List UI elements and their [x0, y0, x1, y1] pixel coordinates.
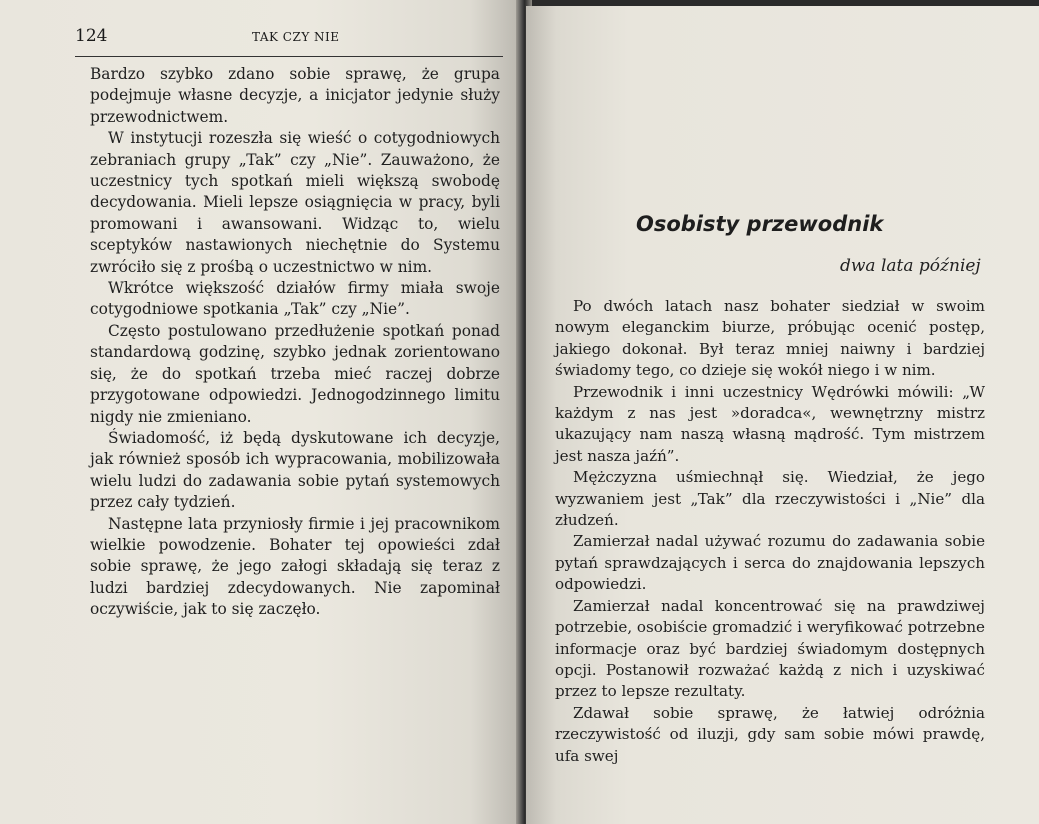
- chapter-subtitle: dwa lata później: [840, 256, 981, 276]
- paragraph: Wkrótce większość działów firmy miała swoje cotygodniowe spotkania „Tak” czy „Nie”.: [90, 279, 500, 319]
- chapter-title: Osobisty przewodnik: [636, 212, 884, 236]
- paragraph: Zdawał sobie sprawę, że łatwiej odróżnia rzeczywistość od iluzji, gdy sam sobie mówi prawdę, ufa swej: [555, 703, 985, 765]
- left-body-text: [90, 64, 500, 621]
- paragraph: Następne lata przyniosły firmie i jej pracownikom wielkie powodzenie. Bohater tej opowieści zdał sobie sprawę, że jego załogi składają się teraz z ludzi bardziej zdecydowanych. Nie zapominał oczywiście, jak to się zaczęło.: [90, 514, 500, 619]
- right-body-text: [555, 296, 985, 767]
- header-rule: [75, 56, 503, 57]
- paragraph: Świadomość, iż będą dyskutowane ich decyzje, jak również sposób ich wypracowania, mobilizowała wielu ludzi do zadawania sobie pytań systemowych przez cały tydzień.: [90, 428, 500, 512]
- page-number: 124: [75, 26, 108, 46]
- paragraph: Mężczyzna uśmiechnął się. Wiedział, że jego wyzwaniem jest „Tak” dla rzeczywistości i „Nie” dla złudzeń.: [555, 468, 985, 530]
- paragraph: Przewodnik i inni uczestnicy Wędrówki mówili: „W każdym z nas jest »doradca«, wewnętrzny mistrz ukazujący nam naszą własną mądrość. Tym mistrzem jest nasza jaźń”.: [555, 382, 985, 465]
- paragraph: Bardzo szybko zdano sobie sprawę, że grupa podejmuje własne decyzje, a inicjator jedynie służy przewodnictwem.: [90, 65, 500, 126]
- paragraph: W instytucji rozeszła się wieść o cotygodniowych zebraniach grupy „Tak” czy „Nie”. Zauważono, że uczestnicy tych spotkań mieli większą swobodę decydowania. Mieli lepsze osiągnięcia w pracy, byli promowani i awansowani. Widząc to, wielu sceptyków nastawionych niechętnie do Systemu zwróciło się z prośbą o uczestnictwo w nim.: [90, 129, 500, 276]
- paragraph: Często postulowano przedłużenie spotkań ponad standardową godzinę, szybko jednak zorientowano się, że do spotkań trzeba mieć raczej dobrze przygotowane odpowiedzi. Jednogodzinnego limitu nigdy nie zmieniano.: [90, 321, 500, 426]
- running-head: TAK CZY NIE: [252, 30, 340, 44]
- paragraph: Zamierzał nadal koncentrować się na prawdziwej potrzebie, osobiście gromadzić i weryfikować potrzebne informacje oraz być bardziej świadomym dostępnych opcji. Postanowił rozważać każdą z nich i uzyskiwać przez to lepsze rezultaty.: [555, 596, 985, 701]
- paragraph: Zamierzał nadal używać rozumu do zadawania sobie pytań sprawdzających i serca do znajdowania lepszych odpowiedzi.: [555, 532, 985, 594]
- paragraph: Po dwóch latach nasz bohater siedział w swoim nowym eleganckim biurze, próbując ocenić postęp, jakiego dokonał. Był teraz mniej naiwny i bardziej świadomy tego, co dzieje się wokół niego i w nim.: [555, 297, 985, 380]
